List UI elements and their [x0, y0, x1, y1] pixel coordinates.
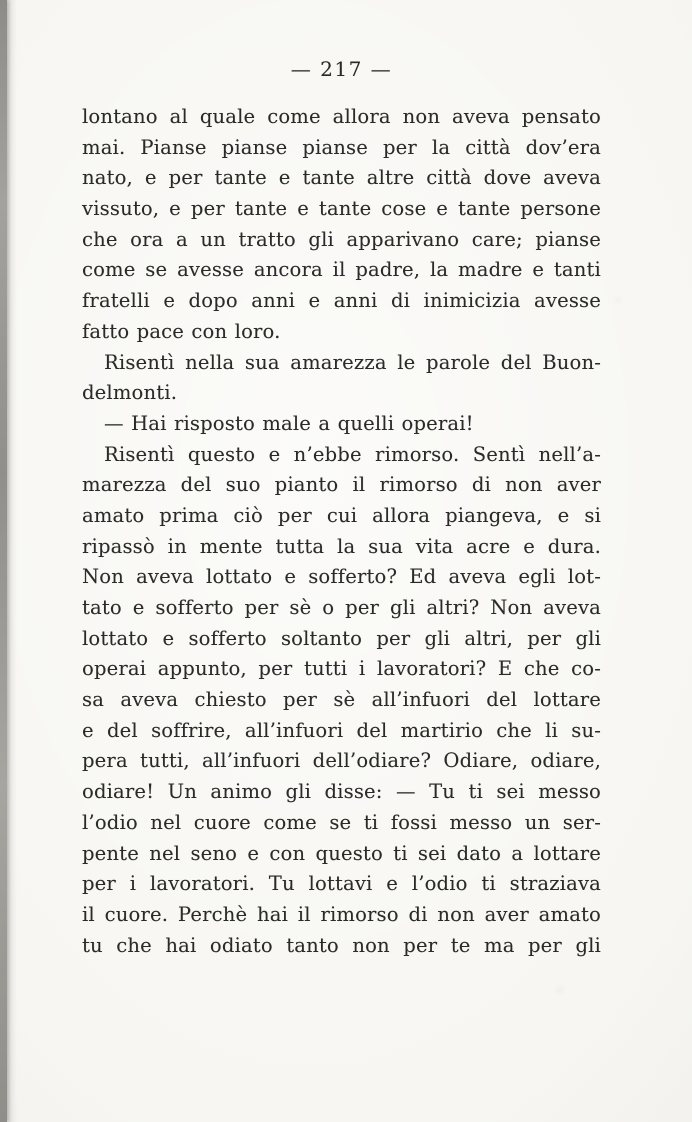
text-line: e del soffrire, all’infuori del martirio che li su- — [82, 718, 601, 742]
body-text — [82, 102, 601, 961]
text-line: sa aveva chiesto per sè all’infuori del lottare — [82, 688, 601, 712]
text-line: delmonti. — [82, 381, 178, 405]
text-line: Risentì nella sua amarezza le parole del Buon- — [104, 350, 601, 374]
text-line: fatto pace con loro. — [82, 319, 281, 343]
text-line: marezza del suo pianto il rimorso di non aver — [82, 473, 601, 497]
text-line: l’odio nel cuore come se ti fossi messo un ser- — [82, 810, 601, 834]
text-line: pente nel seno e con questo ti sei dato a lottare — [82, 841, 601, 865]
text-line: pera tutti, all’infuori dell’odiare? Odiare, odiare, — [82, 749, 601, 773]
gutter-shadow-left — [0, 0, 7, 1122]
gutter-shadow-fade — [7, 0, 17, 1122]
text-line: come se avesse ancora il padre, la madre e tanti — [82, 258, 601, 282]
text-line: — Hai risposto male a quelli operai! — [104, 411, 474, 435]
text-line: vissuto, e per tante e tante cose e tante persone — [82, 197, 601, 221]
text-line: che ora a un tratto gli apparivano care; pianse — [82, 227, 601, 251]
text-line: Non aveva lottato e sofferto? Ed aveva egli lot- — [82, 565, 601, 589]
text-line: amato prima ciò per cui allora piangeva, e si — [82, 503, 601, 527]
text-line: odiare! Un animo gli disse: — Tu ti sei messo — [82, 780, 601, 804]
page-number: — 217 — — [290, 57, 393, 81]
text-line: per i lavoratori. Tu lottavi e l’odio ti straziava — [82, 872, 601, 896]
text-line: il cuore. Perchè hai il rimorso di non aver amato — [82, 902, 601, 926]
text-line: tu che hai odiato tanto non per te ma per gli — [82, 933, 601, 957]
text-line: Risentì questo e n’ebbe rimorso. Sentì nell’a- — [104, 442, 601, 466]
text-line: operai appunto, per tutti i lavoratori? E che co- — [82, 657, 601, 681]
text-line: nato, e per tante e tante altre città dove aveva — [82, 166, 601, 190]
text-line: mai. Pianse pianse pianse per la città dov’era — [82, 135, 601, 159]
text-line: tato e sofferto per sè o per gli altri? Non aveva — [82, 596, 601, 619]
text-line: lontano al quale come allora non aveva pensato — [82, 105, 601, 128]
text-line: fratelli e dopo anni e anni di inimicizia avesse — [82, 289, 601, 313]
text-line: ripassò in mente tutta la sua vita acre e dura. — [82, 534, 601, 558]
text-line: lottato e sofferto soltanto per gli altri, per gli — [82, 626, 601, 650]
